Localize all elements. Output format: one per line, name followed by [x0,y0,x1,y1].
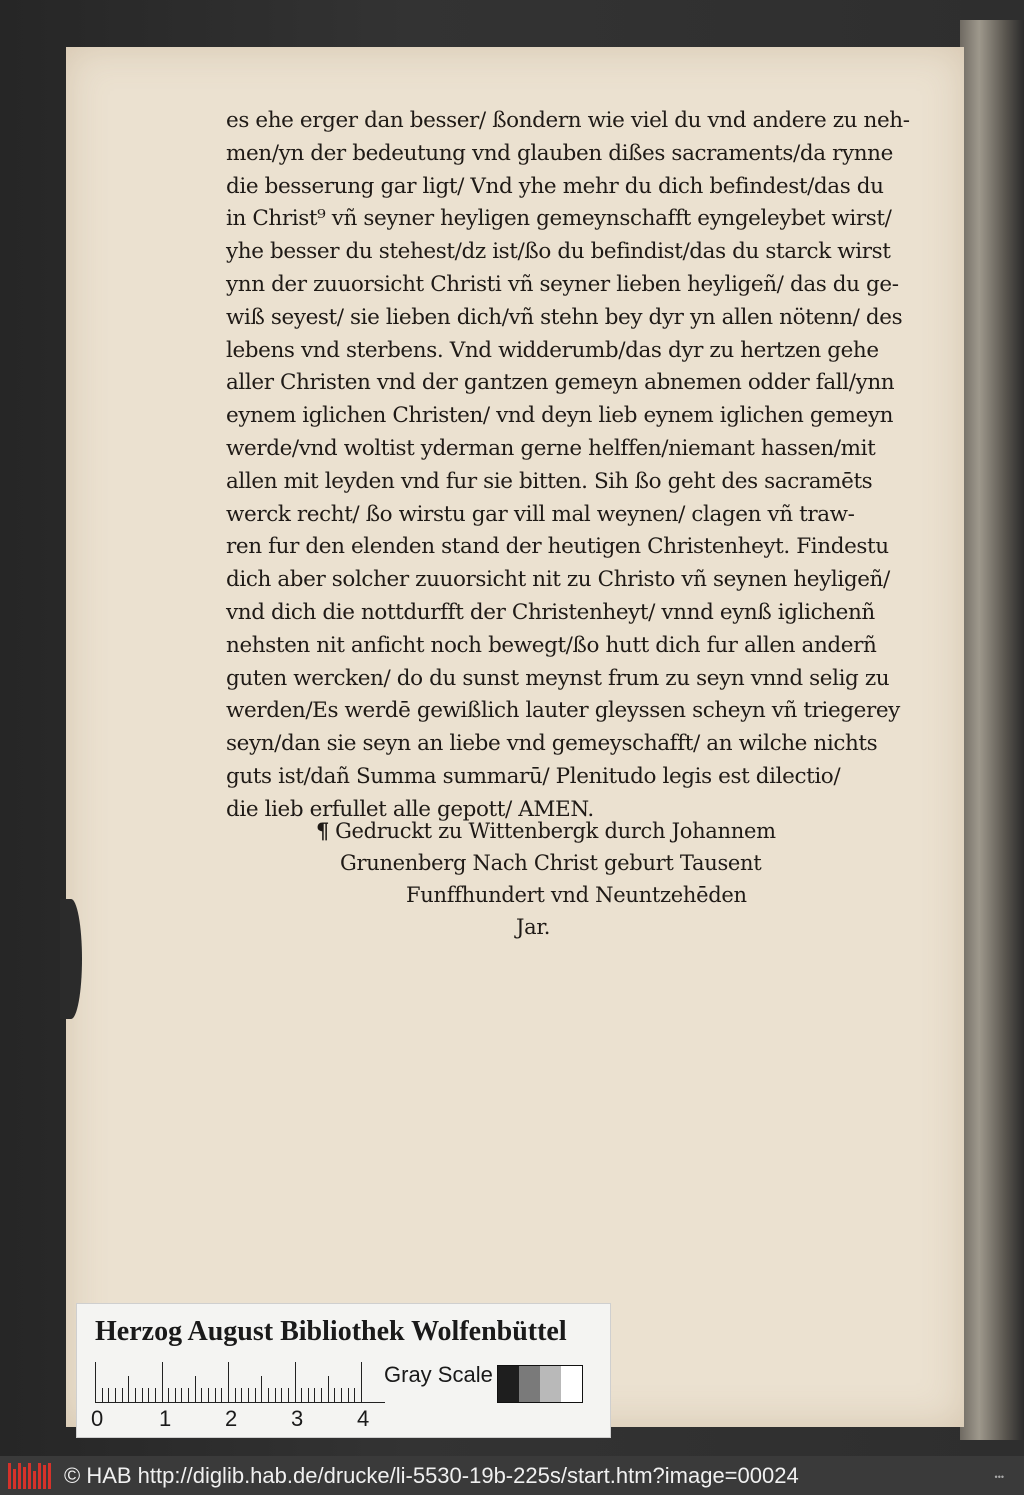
text-line: aller Christen vnd der gantzen gemeyn abnemen odder fall/ynn [226,370,895,396]
text-line: nehsten nit anficht noch bewegt/ßo hutt dich fur allen anderñ [226,632,877,658]
ruler-tick [175,1388,176,1402]
ruler-tick [308,1388,309,1402]
logo-bar [18,1463,21,1489]
ruler-tick [128,1376,129,1402]
more-dots-icon[interactable]: ••• [994,1472,1004,1482]
text-line: die besserung gar ligt/ Vnd yhe mehr du dich befindest/das du [226,173,884,199]
ruler-tick [361,1362,362,1402]
text-line: seyn/dan sie seyn an liebe vnd gemeyschafft/ an wilche nichts [226,731,878,757]
ruler-tick [295,1362,296,1402]
logo-bar [43,1465,46,1489]
gray-scale-label: Gray Scale [384,1362,493,1387]
library-name: Herzog August Bibliothek Wolfenbüttel [95,1316,567,1347]
copyright-url[interactable]: © HAB http://diglib.hab.de/drucke/li-5530-19b-225s/start.htm?image=00024 [64,1462,799,1488]
text-line: ren fur den elenden stand der heutigen Christenheyt. Findestu [226,534,889,560]
ruler-tick [108,1388,109,1402]
gray-scale-bar [497,1365,583,1403]
logo-bar [28,1463,31,1489]
colophon-line: Jar. [516,915,551,939]
text-line: wiß seyest/ sie lieben dich/vñ stehn bey dyr yn allen nötenn/ des [226,304,903,330]
ruler-tick [115,1388,116,1402]
ruler-tick [162,1362,163,1402]
ruler-tick [328,1376,329,1402]
ruler-tick [321,1388,322,1402]
ruler-tick [122,1388,123,1402]
text-line: eynem iglichen Christen/ vnd deyn lieb eynem iglichen gemeyn [226,403,894,429]
ruler-tick [348,1388,349,1402]
text-line: ynn der zuuorsicht Christi vñ seyner lieben heyligeñ/ das du ge- [226,271,899,297]
gray-swatch [561,1366,582,1402]
ruler-tick [208,1388,209,1402]
text-line: die lieb erfullet alle gepott/ AMEN. [226,796,594,822]
text-line: es ehe erger dan besser/ ßondern wie viel du vnd andere zu neh- [226,108,910,133]
colophon [316,815,876,943]
ruler-tick [181,1388,182,1402]
book-page [66,47,964,1427]
text-line: guts ist/dañ Summa summarū/ Plenitudo legis est dilectio/ [226,763,841,789]
colophon-line: Funffhundert vnd Neuntzehēden [406,883,747,907]
ruler-tick [334,1388,335,1402]
ruler-tick [248,1388,249,1402]
ruler-tick [142,1388,143,1402]
hab-logo-icon[interactable] [8,1463,52,1489]
ruler-tick [195,1376,196,1402]
ruler-number: 0 [91,1406,104,1431]
ruler-tick [314,1388,315,1402]
ruler-tick [268,1388,269,1402]
gray-swatch [540,1366,561,1402]
text-line: in Christ⁹ vñ seyner heyligen gemeynschafft eyngeleybet wirst/ [226,206,892,232]
colophon-line: Grunenberg Nach Christ geburt Tausent [340,851,762,875]
logo-bar [48,1463,51,1489]
ruler-tick [281,1388,282,1402]
text-line: lebens vnd sterbens. Vnd widderumb/das dyr zu hertzen gehe [226,337,879,363]
ruler-tick [155,1388,156,1402]
text-line: werck recht/ ßo wirstu gar vill mal weynen/ clagen vñ traw- [226,501,855,527]
ruler-tick [241,1388,242,1402]
text-line: werde/vnd woltist yderman gerne helffen/niemant hassen/mit [226,435,876,461]
ruler-tick [168,1388,169,1402]
ruler-tick [301,1388,302,1402]
text-line: werden/Es werdē gewißlich lauter gleyssen scheyn vñ triegerey [226,698,900,724]
page-edge-damage [60,899,82,1019]
book-spine [960,20,1024,1440]
ruler-tick [255,1388,256,1402]
gray-swatch [519,1366,540,1402]
ruler-tick [188,1388,189,1402]
text-line: guten wercken/ do du sunst meynst frum zu seyn vnnd selig zu [226,665,890,691]
ruler-tick [135,1388,136,1402]
ruler-tick [354,1388,355,1402]
ruler-tick [235,1388,236,1402]
ruler-tick [215,1388,216,1402]
ruler-tick [275,1388,276,1402]
ruler-tick [228,1362,229,1402]
logo-bar [38,1463,41,1489]
logo-bar [13,1469,16,1489]
logo-bar [33,1471,36,1489]
ruler-tick [201,1388,202,1402]
text-line: yhe besser du stehest/dz ist/ßo du befindist/das du starck wirst [226,239,891,265]
logo-bar [8,1463,11,1489]
pilcrow-icon: ¶ [316,818,330,843]
ruler-number: 1 [159,1406,172,1431]
footer-bar [0,1456,1024,1495]
ruler-number: 4 [357,1406,370,1431]
text-line: allen mit leyden vnd fur sie bitten. Sih ßo geht des sacramēts [226,468,873,494]
ruler-tick [261,1376,262,1402]
ruler-number: 2 [225,1406,238,1431]
ruler-tick [341,1388,342,1402]
gray-swatch [498,1366,519,1402]
colophon-text: Gedruckt zu Wittenbergk durch Johannem [335,819,776,843]
colophon-line [316,815,876,847]
text-line: vnd dich die nottdurfft der Christenheyt/ vnnd eynß iglichenñ [226,599,875,625]
text-line: men/yn der bedeutung vnd glauben dißes sacraments/da rynne [226,140,893,166]
logo-bar [23,1467,26,1489]
ruler-tick [221,1388,222,1402]
ruler-tick [148,1388,149,1402]
text-line: dich aber solcher zuuorsicht nit zu Christo vñ seynen heyligeñ/ [226,567,890,593]
ruler-tick [102,1388,103,1402]
page-body-text [226,105,910,827]
ruler [95,1362,385,1403]
ruler-tick [288,1388,289,1402]
ruler-tick [95,1362,96,1402]
ruler-number: 3 [291,1406,304,1431]
color-scale-card [76,1303,611,1438]
